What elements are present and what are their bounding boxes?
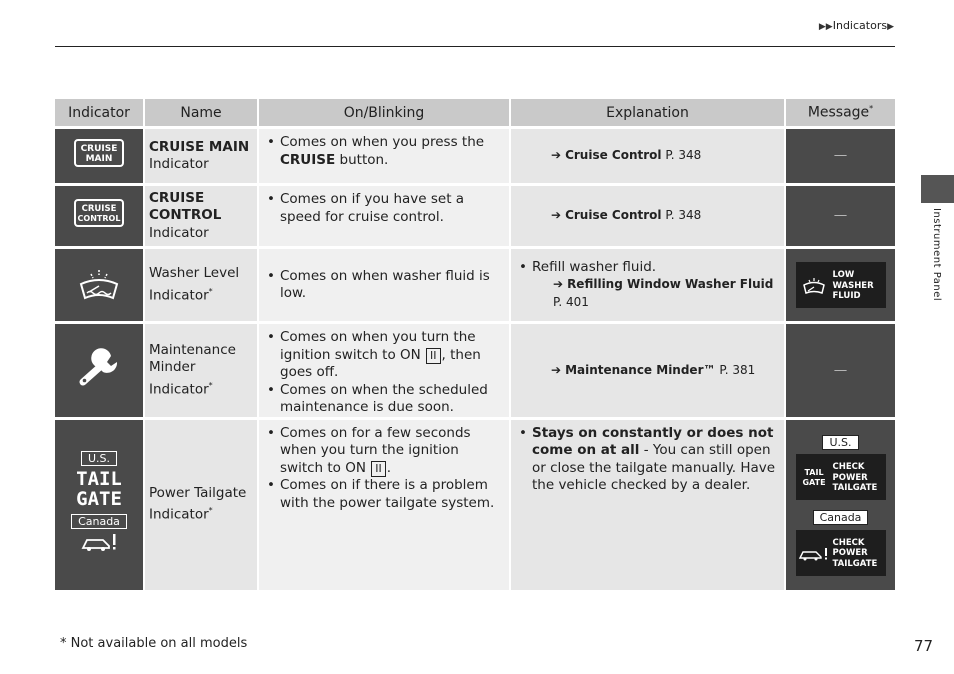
indicator-name: CRUISE MAIN Indicator	[145, 129, 259, 183]
on-blinking-cell: • Comes on if you have set a speed for cruise control.	[259, 186, 511, 246]
breadcrumb	[819, 19, 894, 32]
section-tab[interactable]	[921, 175, 954, 203]
canada-badge: Canada	[813, 510, 869, 525]
low-washer-fluid-message: LOW WASHER FLUID	[796, 262, 886, 308]
on-blinking-cell: • Comes on when you turn the ignition switch to ON II , then goes off. • Comes on when the scheduled maintenance is due soon.	[259, 324, 511, 417]
footnote: * Not available on all models	[60, 636, 248, 651]
col-name: Name	[145, 99, 259, 126]
explanation-cell: • Stays on constantly or does not come on at all - You can still open or close the tailgate manually. Have the vehicle checked by a dealer.	[511, 420, 786, 590]
svg-text:TAIL: TAIL	[803, 468, 824, 477]
col-message: Message*	[786, 99, 895, 126]
indicator-name: Maintenance Minder Indicator*	[145, 324, 259, 417]
svg-text:GATE: GATE	[801, 478, 826, 487]
ref-link[interactable]: Refilling Window Washer Fluid	[567, 277, 774, 292]
us-badge: U.S.	[822, 435, 858, 450]
tailgate-warning-icon	[798, 545, 832, 563]
ignition-position-key: II	[371, 461, 386, 477]
reference-arrow-icon: ➔	[553, 277, 564, 292]
message-cell: —	[786, 186, 895, 246]
message-cell	[786, 249, 895, 321]
explanation-cell: • Refill washer fluid. ➔ Refilling Window Washer Fluid P. 401	[511, 249, 786, 321]
canada-badge: Canada	[71, 514, 127, 529]
indicators-table	[55, 96, 895, 593]
explanation-cell: ➔ Maintenance Minder™ P. 381	[511, 324, 786, 417]
indicator-name: Power Tailgate Indicator*	[145, 420, 259, 590]
on-blinking-cell: • Comes on for a few seconds when you turn the ignition switch to ON II . • Comes on if there is a problem with the power tailgate system.	[259, 420, 511, 590]
table-header-row	[55, 99, 895, 126]
indicator-name: CRUISE CONTROL Indicator	[145, 186, 259, 246]
col-explanation: Explanation	[511, 99, 786, 126]
message-cell: —	[786, 324, 895, 417]
reference-arrow-icon: ➔	[551, 362, 562, 377]
table-row	[55, 186, 895, 246]
breadcrumb-label: Indicators	[832, 19, 888, 32]
cruise-main-indicator-icon	[55, 129, 145, 183]
table-row	[55, 129, 895, 183]
reference-arrow-icon: ➔	[551, 208, 562, 223]
svg-text:CONTROL: CONTROL	[77, 214, 121, 224]
explanation-cell: ➔ Cruise Control P. 348	[511, 129, 786, 183]
indicator-name: Washer Level Indicator*	[145, 249, 259, 321]
wrench-icon	[55, 324, 145, 417]
message-cell: —	[786, 129, 895, 183]
double-arrow-icon: ▶▶	[818, 22, 833, 32]
explanation-cell: ➔ Cruise Control P. 348	[511, 186, 786, 246]
cruise-control-indicator-icon	[55, 186, 145, 246]
on-blinking-cell: • Comes on when washer fluid is low.	[259, 249, 511, 321]
header-rule	[55, 46, 895, 47]
washer-icon	[802, 275, 826, 295]
washer-level-indicator-icon	[55, 249, 145, 321]
tailgate-warning-icon	[79, 530, 119, 554]
tailgate-text-icon	[801, 466, 827, 488]
check-power-tailgate-message-canada: CHECK POWER TAILGATE	[796, 530, 886, 576]
section-label: Instrument Panel	[931, 208, 942, 302]
ref-link[interactable]: Cruise Control	[565, 148, 662, 163]
power-tailgate-indicator-cell	[55, 420, 145, 590]
table-row	[55, 420, 895, 590]
check-power-tailgate-message-us: TAIL GATE CHECK POWER TAILGATE	[796, 454, 886, 500]
svg-text:MAIN: MAIN	[85, 154, 113, 165]
col-indicator: Indicator	[55, 99, 145, 126]
svg-text:TAIL: TAIL	[77, 468, 121, 490]
arrow-icon: ▶	[887, 22, 894, 32]
us-badge: U.S.	[81, 451, 117, 466]
table-row	[55, 249, 895, 321]
svg-text:CRUISE: CRUISE	[80, 144, 118, 155]
ref-link[interactable]: Maintenance Minder™	[565, 362, 716, 377]
on-blinking-cell: • Comes on when you press the CRUISE button.	[259, 129, 511, 183]
table-row	[55, 324, 895, 417]
col-on-blinking: On/Blinking	[259, 99, 511, 126]
reference-arrow-icon: ➔	[551, 148, 562, 163]
message-cell	[786, 420, 895, 590]
ignition-position-key: II	[426, 348, 441, 364]
tailgate-text-icon	[77, 467, 121, 507]
svg-text:CRUISE: CRUISE	[81, 204, 117, 215]
page-number: 77	[914, 637, 934, 655]
svg-text:GATE: GATE	[77, 488, 121, 507]
ref-link[interactable]: Cruise Control	[565, 208, 662, 223]
